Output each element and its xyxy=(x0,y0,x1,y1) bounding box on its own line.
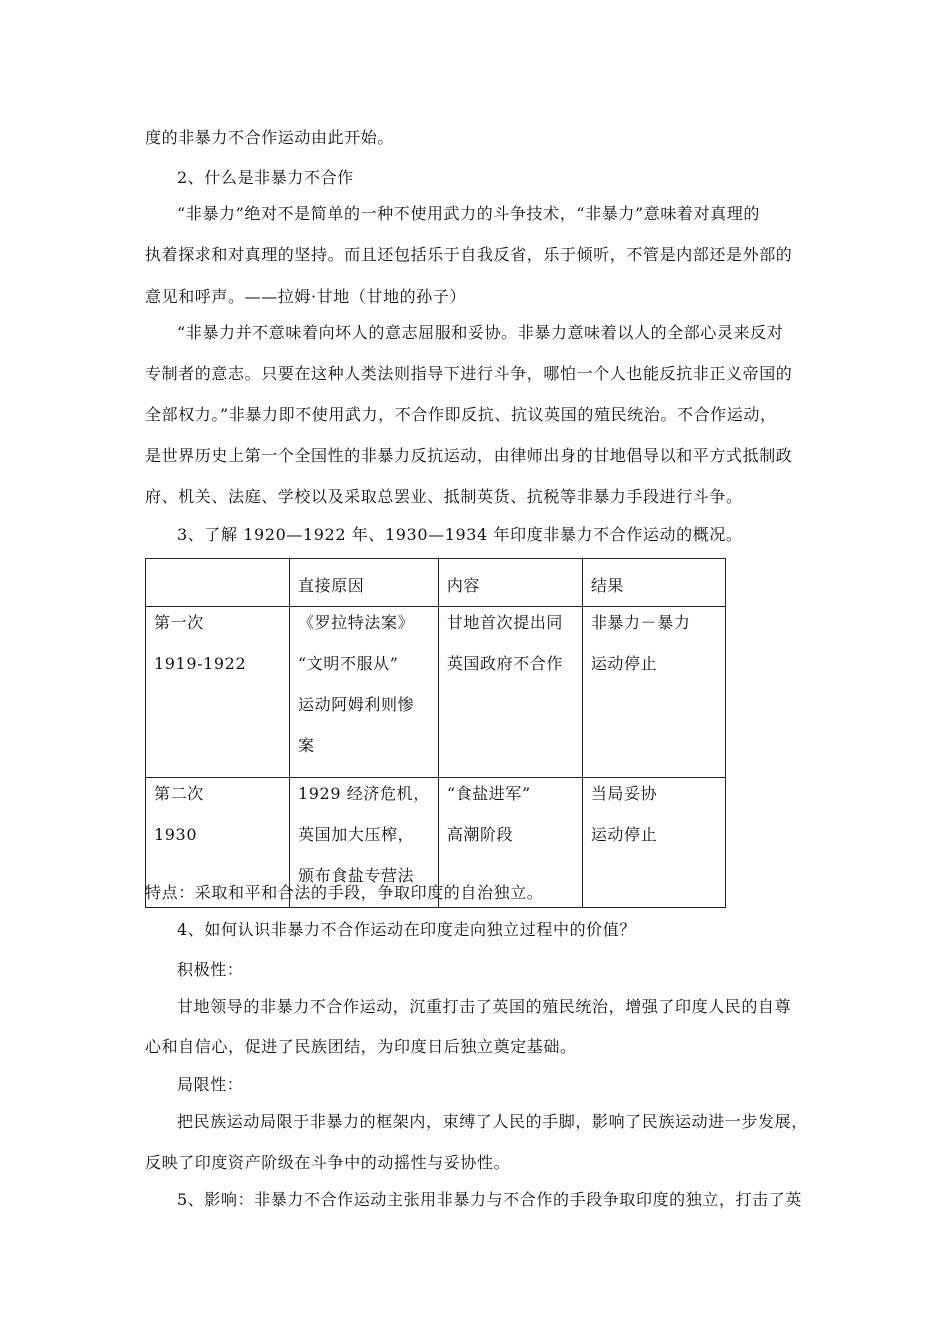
section-heading-4: 4、如何认识非暴力不合作运动在印度走向独立过程中的价值？ xyxy=(177,920,636,939)
cell-text: 英国加大压榨， xyxy=(298,825,415,844)
table-header-cell: 内容 xyxy=(438,559,582,607)
table-cell xyxy=(290,607,439,778)
cell-text: 1930 xyxy=(154,825,198,844)
table-cell xyxy=(438,607,582,778)
cell-text: 英国政府不合作 xyxy=(446,654,564,673)
section-heading-2: 2、什么是非暴力不合作 xyxy=(177,168,354,187)
movement-summary-table xyxy=(145,558,726,908)
features-line: 特点：采取和平和合法的手段，争取印度的自治独立。 xyxy=(145,883,544,902)
section-heading-5: 5、影响：非暴力不合作运动主张用非暴力与不合作的手段争取印度的独立，打击了英 xyxy=(177,1190,802,1209)
paragraph-line: 心和自信心，促进了民族团结，为印度日后独立奠定基础。 xyxy=(145,1037,577,1056)
cell-text: 《罗拉特法案》 xyxy=(298,613,415,632)
cell-text: 甘地首次提出同 xyxy=(446,613,564,632)
paragraph-line: “非暴力并不意味着向坏人的意志屈服和妥协。非暴力意味着以人的全部心灵来反对 xyxy=(177,323,784,342)
paragraph-line: 甘地领导的非暴力不合作运动，沉重打击了英国的殖民统治，增强了印度人民的自尊 xyxy=(177,997,792,1016)
table-header-row xyxy=(146,559,726,607)
cell-text: “文明不服从” xyxy=(298,654,399,673)
paragraph-line: “非暴力”绝对不是简单的一种不使用武力的斗争技术，“非暴力”意味着对真理的 xyxy=(177,204,760,223)
cell-text: 当局妥协 xyxy=(590,784,658,803)
cell-text: 1919-1922 xyxy=(154,654,247,673)
table-header-cell xyxy=(146,559,290,607)
table-cell xyxy=(146,607,290,778)
cell-text: 高潮阶段 xyxy=(446,825,514,844)
cell-text: 第二次 xyxy=(154,784,204,803)
cell-text: 非暴力－暴力 xyxy=(590,613,691,632)
section-heading-3: 3、了解 1920—1922 年、1930—1934 年印度非暴力不合作运动的概况。 xyxy=(177,525,743,544)
paragraph-line: 意见和呼声。——拉姆·甘地（甘地的孙子） xyxy=(145,287,467,306)
paragraph-line: 度的非暴力不合作运动由此开始。 xyxy=(145,128,395,147)
paragraph-line: 是世界历史上第一个全国性的非暴力反抗运动，由律师出身的甘地倡导以和平方式抵制政 xyxy=(145,446,793,465)
paragraph-line: 全部权力。”非暴力即不使用武力，不合作即反抗、抗议英国的殖民统治。不合作运动， xyxy=(145,405,777,424)
table-row xyxy=(146,607,726,778)
positive-label: 积极性： xyxy=(177,960,244,979)
table-header-cell: 结果 xyxy=(582,559,725,607)
paragraph-line: 府、机关、法庭、学校以及采取总罢业、抵制英货、抗税等非暴力手段进行斗争。 xyxy=(145,487,743,506)
cell-text: 运动停止 xyxy=(590,825,658,844)
paragraph-line: 把民族运动局限于非暴力的框架内，束缚了人民的手脚，影响了民族运动进一步发展， xyxy=(177,1112,808,1131)
paragraph-line: 反映了印度资产阶级在斗争中的动摇性与妥协性。 xyxy=(145,1153,511,1172)
table-header-cell: 直接原因 xyxy=(290,559,439,607)
paragraph-line: 执着探求和对真理的坚持。而且还包括乐于自我反省，乐于倾听，不管是内部还是外部的 xyxy=(145,245,793,264)
limit-label: 局限性： xyxy=(177,1075,244,1094)
cell-text: 运动阿姆利则惨 xyxy=(298,695,415,714)
table-cell xyxy=(582,607,725,778)
cell-text: 颁布食盐专营法 xyxy=(298,866,415,885)
cell-text: 第一次 xyxy=(154,613,204,632)
cell-text: 案 xyxy=(298,736,315,755)
cell-text: “食盐进军” xyxy=(446,784,531,803)
cell-text: 运动停止 xyxy=(590,654,658,673)
paragraph-line: 专制者的意志。只要在这种人类法则指导下进行斗争，哪怕一个人也能反抗非正义帝国的 xyxy=(145,364,793,383)
cell-text: 1929 经济危机， xyxy=(298,784,430,803)
